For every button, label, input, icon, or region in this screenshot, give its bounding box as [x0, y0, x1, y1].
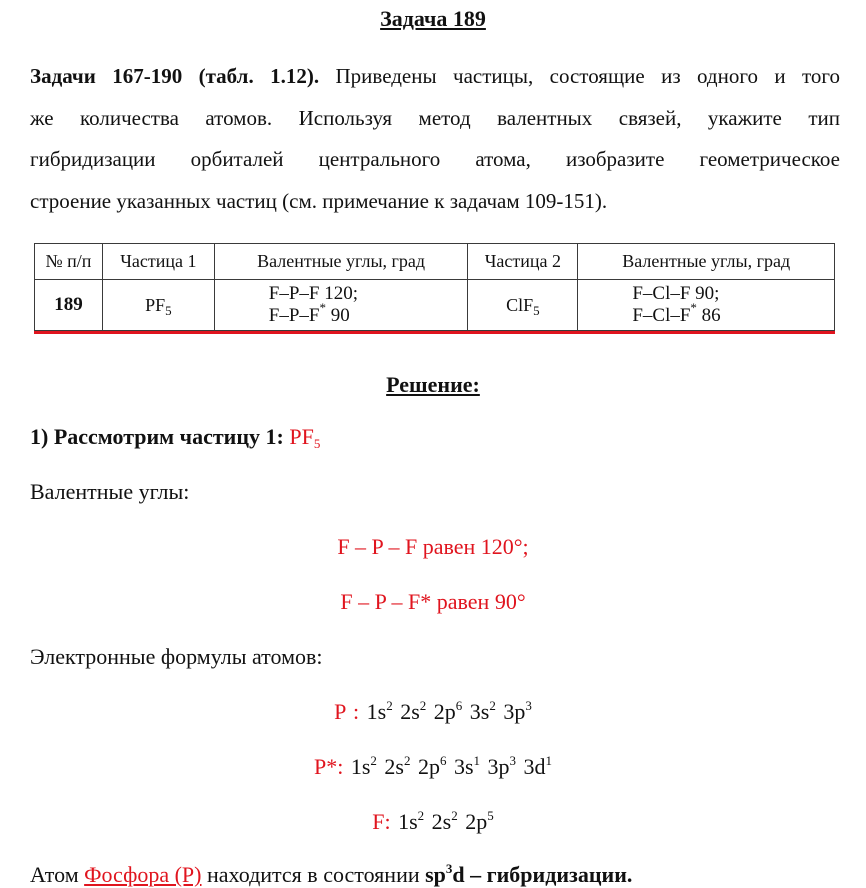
orbital-term: $2p^6$: [433, 698, 463, 724]
intro-line-3: гибридизации орбиталей центрального атома, изобразите геометрическое: [30, 147, 840, 171]
problem-statement: [30, 56, 840, 222]
orbital-term: $3s^1$: [453, 753, 481, 779]
orbital-term: $2s^2$: [384, 753, 411, 779]
table-underline: [34, 331, 835, 334]
intro-line-4: строение указанных частиц (см. примечание к задачам 109-151).: [30, 188, 608, 213]
table-header-row: [35, 244, 835, 280]
header-number: № п/п: [35, 244, 103, 280]
orbital-term: $1s^2$: [398, 808, 425, 834]
orbital-term: $1s^2$: [366, 698, 393, 724]
intro-bold: Задачи 167-190 (табл. 1.12).: [30, 64, 320, 88]
orbital-term: $2s^2$: [400, 698, 427, 724]
page-title: Задача 189: [380, 6, 486, 31]
header-particle-1: Частица 1: [102, 244, 214, 280]
header-angles-2: Валентные углы, град: [578, 244, 835, 280]
orbital-term: $3p^3$: [503, 698, 532, 724]
header-particle-2: Частица 2: [468, 244, 578, 280]
data-table: [34, 243, 835, 331]
cell-particle-2: ClF$_5$: [468, 280, 578, 331]
step-1-heading: 1) Рассмотрим частицу 1: $PF_5$: [30, 424, 321, 451]
header-angles-1: Валентные углы, град: [214, 244, 468, 280]
orbital-term: $3d^1$: [523, 753, 553, 779]
cell-angles-2: F–Cl–F 90; F–Cl–F* 86: [578, 280, 835, 331]
intro-line-1: Задачи 167-190 (табл. 1.12). Приведены частицы, состоящие из одного и того: [30, 64, 840, 88]
table-row: [35, 280, 835, 331]
angle-2: F – P – F* равен 90°: [340, 589, 526, 614]
orbital-term: $2s^2$: [431, 808, 458, 834]
orbital-term: $3s^2$: [469, 698, 496, 724]
solution-heading: Решение:: [386, 372, 480, 397]
intro-line-2: же количества атомов. Используя метод валентных связей, укажите тип: [30, 105, 840, 130]
cell-particle-1: $PF_5$: [102, 280, 214, 331]
formula-p: P : $1s^2$ $2s^2$ $2p^6$ $3s^2$ $3p^3$: [334, 698, 532, 724]
formula-f: F: $1s^2$ $2s^2$ $2p^5$: [372, 808, 494, 834]
orbital-term: $2p^6$: [417, 753, 447, 779]
orbital-term: $1s^2$: [350, 753, 377, 779]
angles-label: Валентные углы:: [30, 479, 190, 504]
formula-p-excited: P*: $1s^2$ $2s^2$ $2p^6$ $3s^1$ $3p^3$ $3d^1$: [313, 753, 553, 779]
angle-1: F – P – F равен 120°;: [337, 534, 529, 559]
row-number: 189: [35, 280, 103, 331]
hybridization-line: Атом Фосфора (Р) находится в состоянии $sp^3d$ – гибридизации.: [30, 861, 633, 887]
orbital-term: $2p^5$: [465, 808, 494, 834]
orbital-term: $3p^3$: [487, 753, 517, 779]
formulas-label: Электронные формулы атомов:: [30, 644, 323, 669]
cell-angles-1: F–P–F 120; F–P–F* 90: [214, 280, 468, 331]
